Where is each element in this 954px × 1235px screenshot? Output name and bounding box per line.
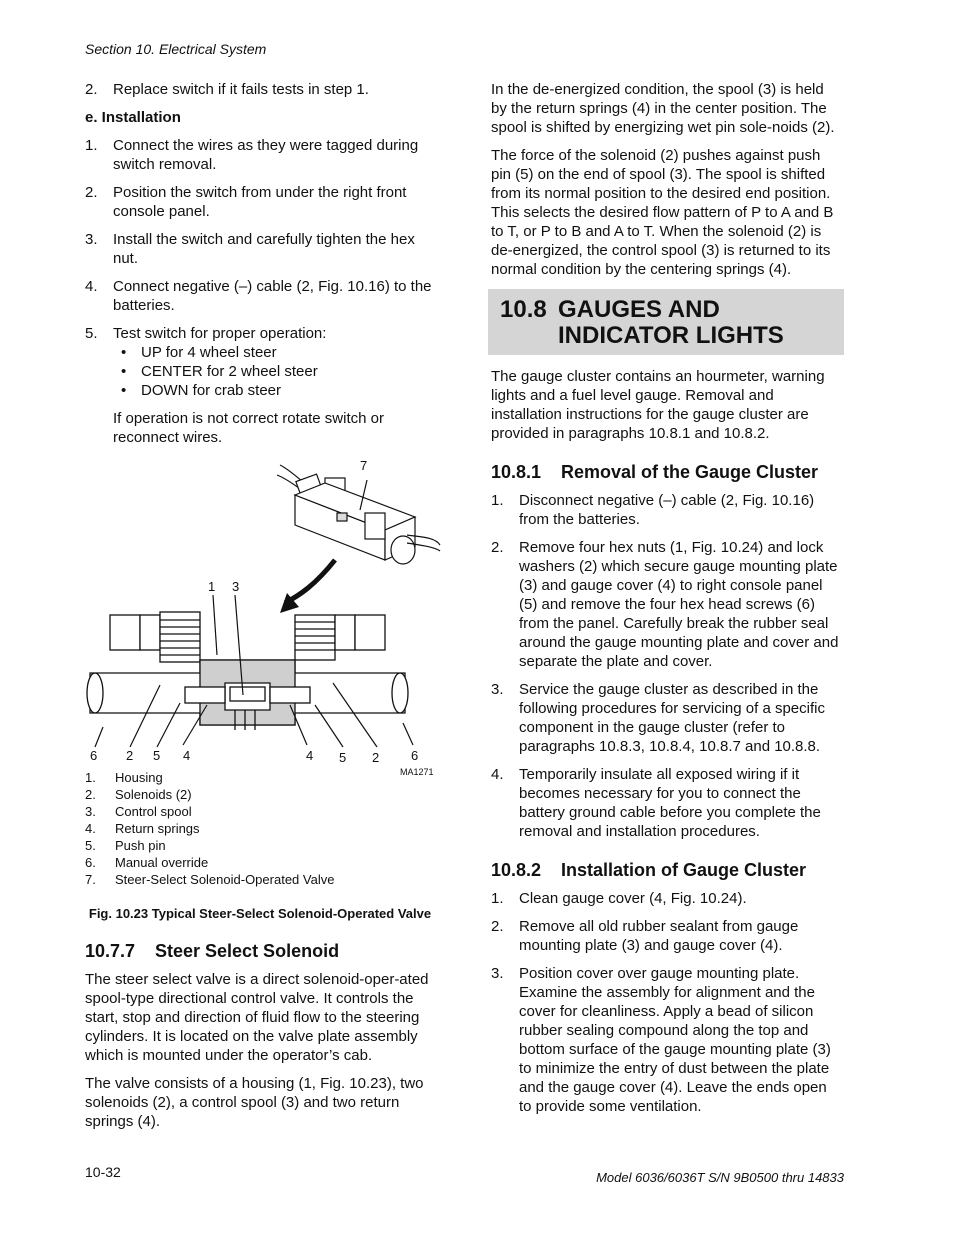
valve-figure	[85, 455, 440, 777]
list-item: 5. Test switch for proper operation:	[85, 325, 327, 342]
bullet-list	[113, 343, 435, 400]
valve-illustration	[85, 455, 440, 777]
model-footer: Model 6036/6036T S/N 9B0500 thru 14833	[596, 1170, 844, 1185]
legend-item: 2. Solenoids (2)	[85, 787, 192, 802]
callout-label: 3	[232, 579, 240, 594]
list-item: 3. Position cover over gauge mounting plate. Examine the assembly for alignment and the cover for cleanliness. Apply a bead of silicon rubber sealing compound along the top and bottom surface of the gauge mounting plate (3) to minimize the entry of dust between the plate and the gauge cover (4). Leave the ends open to provide some ventilation.	[491, 965, 831, 1115]
list-item: 2. Position the switch from under the right front console panel.	[85, 184, 407, 220]
callout-label: 5	[153, 748, 161, 763]
legend-item: 1. Housing	[85, 770, 163, 785]
paragraph: The force of the solenoid (2) pushes against push pin (5) on the end of spool (3). The spool is shifted from its normal position to the desired end position. This selects the desired flow pattern of P to A and B to T, or P to B and A to T. When the solenoid (2) is de-energized, the control spool (3) is returned to its normal condition by the centering springs (4).	[491, 147, 834, 278]
callout-label: 7	[360, 458, 368, 473]
list-item: 4. Temporarily insulate all exposed wiring if it becomes necessary for you to connect the battery ground cable before you complete the removal and installation procedures.	[491, 766, 821, 840]
callout-label: 6	[90, 748, 98, 763]
paragraph: The steer select valve is a direct solenoid-oper-ated spool-type directional control valve. It controls the start, stop and direction of fluid flow to the steering cylinders. It is located on the valve plate assembly which is mounted under the operator’s cab.	[85, 971, 429, 1064]
installation-heading: e. Installation	[85, 109, 181, 126]
page-header: Section 10. Electrical System	[85, 41, 267, 57]
legend-item: 7. Steer-Select Solenoid-Operated Valve	[85, 872, 335, 887]
figure-caption: Fig. 10.23 Typical Steer-Select Solenoid-Operated Valve	[88, 906, 432, 921]
callout-label: 6	[411, 748, 419, 763]
callout-label: 5	[339, 750, 347, 765]
page-number: 10-32	[85, 1164, 121, 1180]
right-column	[491, 80, 841, 1125]
list-item: 3. Install the switch and carefully tighten the hex nut.	[85, 231, 415, 267]
callout-label: 4	[306, 748, 314, 763]
list-item: 2. Remove all old rubber sealant from gauge mounting plate (3) and gauge cover (4).	[491, 918, 799, 954]
figure-legend	[85, 769, 435, 888]
note-text: If operation is not correct rotate switch or reconnect wires.	[113, 410, 384, 446]
arrow-shape	[285, 560, 335, 603]
section-heading: 10.8.1 Removal of the Gauge Cluster	[491, 462, 819, 482]
callout-label: 1	[208, 579, 216, 594]
list-item: 1. Clean gauge cover (4, Fig. 10.24).	[491, 890, 747, 907]
paragraph: The valve consists of a housing (1, Fig. 10.23), two solenoids (2), a control spool (3) and two return springs (4).	[85, 1075, 424, 1130]
section-heading-box: 10.8 GAUGES AND INDICATOR LIGHTS	[488, 289, 844, 355]
list-item: 4. Connect negative (–) cable (2, Fig. 10.16) to the batteries.	[85, 278, 432, 314]
legend-item: 5. Push pin	[85, 838, 166, 853]
bullet-item: • UP for 4 wheel steer	[121, 344, 277, 361]
list-item: 3. Service the gauge cluster as described in the following procedures for servicing of a specific component in the gauge cluster (refer to paragraphs 10.8.3, 10.8.4, 10.8.7 and 10.8.8.	[491, 681, 825, 755]
callout-label: 2	[126, 748, 134, 763]
installation-steps	[85, 136, 435, 343]
callout-label: 2	[372, 750, 380, 765]
list-item: 1. Disconnect negative (–) cable (2, Fig. 10.16) from the batteries.	[491, 492, 815, 528]
list-item: 1. Connect the wires as they were tagged during switch removal.	[85, 137, 419, 173]
legend-item: 4. Return springs	[85, 821, 200, 836]
section-heading: 10.8.2 Installation of Gauge Cluster	[491, 860, 807, 880]
bullet-item: • CENTER for 2 wheel steer	[121, 363, 318, 380]
list-item: 2. Remove four hex nuts (1, Fig. 10.24) and lock washers (2) which secure gauge mounting plate (3) and gauge cover (4) to right console panel (5) and remove the four hex head screws (6) from the panel. Carefully break the rubber seal around the gauge mounting plate and cover and separate the plate and cover.	[491, 539, 839, 670]
left-column	[85, 80, 435, 447]
list-item: 2. Replace switch if it fails tests in step 1.	[85, 81, 369, 98]
figure-code: MA1271	[400, 767, 434, 777]
bullet-item: • DOWN for crab steer	[121, 382, 282, 399]
callout-label: 4	[183, 748, 191, 763]
legend-item: 6. Manual override	[85, 855, 209, 870]
section-heading: 10.7.7 Steer Select Solenoid	[85, 941, 340, 961]
paragraph: The gauge cluster contains an hourmeter, warning lights and a fuel level gauge. Removal and installation instructions for the gauge cluster are provided in paragraphs 10.8.1 and 10.8.2.	[491, 368, 825, 442]
left-column-lower	[85, 769, 435, 1140]
paragraph: In the de-energized condition, the spool (3) is held by the return springs (4) in the center position. The spool is shifted by energizing wet pin sole-noids (2).	[491, 81, 835, 136]
legend-item: 3. Control spool	[85, 804, 192, 819]
valve-iso-drawing	[277, 465, 440, 564]
